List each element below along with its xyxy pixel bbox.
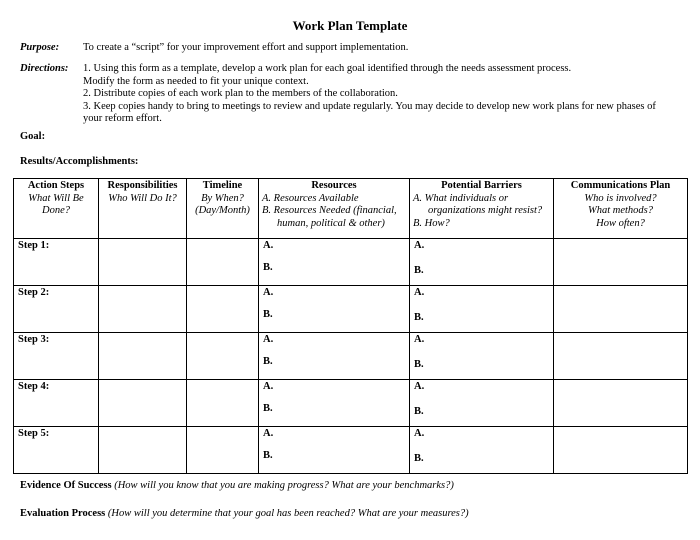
barriers-cell[interactable] [410, 427, 554, 474]
goal-label: Goal: [20, 131, 46, 142]
header-list [413, 193, 550, 231]
communications-cell[interactable] [554, 380, 688, 427]
barriers-cell[interactable] [410, 286, 554, 333]
communications-cell[interactable] [554, 333, 688, 380]
b-label: B. [414, 311, 424, 323]
responsibilities-cell[interactable] [99, 333, 187, 380]
resources-cell[interactable] [259, 239, 410, 286]
b-label: B. [414, 405, 424, 417]
header-subtitle: How often? [596, 217, 645, 229]
responsibilities-cell[interactable] [99, 427, 187, 474]
a-label: A. [263, 240, 274, 251]
communications-cell[interactable] [554, 427, 688, 474]
a-label: A. [414, 287, 425, 298]
header-list [262, 193, 406, 231]
responsibilities-cell[interactable] [99, 239, 187, 286]
table-row [14, 239, 688, 286]
header-title: Potential Barriers [441, 180, 522, 191]
communications-cell[interactable] [554, 286, 688, 333]
a-label: A. [414, 381, 425, 392]
header-potential-barriers [410, 179, 554, 239]
table-row [14, 427, 688, 474]
purpose-text: To create a “script” for your improvement effort and support implementation. [83, 42, 409, 53]
b-label: B. [414, 264, 424, 276]
timeline-cell[interactable] [187, 239, 259, 286]
direction-line: your reform effort. [83, 113, 162, 124]
resources-cell[interactable] [259, 427, 410, 474]
header-subtitle: What methods? [587, 205, 654, 216]
responsibilities-cell[interactable] [99, 380, 187, 427]
table-row [14, 333, 688, 380]
evidence-of-success [20, 480, 454, 491]
resources-cell[interactable] [259, 333, 410, 380]
b-label: B. [263, 449, 273, 461]
step-label: Step 4: [14, 380, 99, 427]
step-label: Step 3: [14, 333, 99, 380]
direction-line: 2. Distribute copies of each work plan to the members of the collaboration. [83, 88, 398, 99]
header-subtitle: By When? [201, 192, 244, 204]
timeline-cell[interactable] [187, 380, 259, 427]
header-title: Resources [311, 180, 357, 191]
direction-line: 3. Keep copies handy to bring to meetings to review and update regularly. You may decide to develop new work plans for new phases of [83, 100, 656, 112]
purpose-label: Purpose: [20, 42, 60, 53]
b-label: B. [263, 261, 273, 273]
header-list-item: B. Resources Needed (financial, human, political & other) [262, 205, 397, 229]
evaluation-label: Evaluation Process [20, 508, 106, 519]
header-title: Timeline [202, 180, 243, 191]
resources-cell[interactable] [259, 380, 410, 427]
barriers-cell[interactable] [410, 333, 554, 380]
header-subtitle: (Day/Month) [195, 205, 250, 216]
timeline-cell[interactable] [187, 333, 259, 380]
timeline-cell[interactable] [187, 286, 259, 333]
header-list-item: B. How? [413, 217, 450, 229]
evaluation-process [20, 508, 469, 519]
b-label: B. [263, 308, 273, 320]
header-title: Responsibilities [107, 180, 178, 191]
resources-cell[interactable] [259, 286, 410, 333]
a-label: A. [263, 381, 274, 392]
directions-label: Directions: [20, 63, 69, 74]
barriers-cell[interactable] [410, 380, 554, 427]
header-subtitle: Who is involved? [584, 192, 657, 204]
a-label: A. [263, 287, 274, 298]
table-row [14, 286, 688, 333]
page-title: Work Plan Template [292, 18, 408, 33]
a-label: A. [414, 240, 425, 251]
a-label: A. [414, 428, 425, 439]
barriers-cell[interactable] [410, 239, 554, 286]
evaluation-hint: (How will you determine that your goal has been reached? What are your measures?) [107, 508, 469, 519]
b-label: B. [263, 402, 273, 414]
header-title: Communications Plan [570, 180, 671, 191]
direction-line: 1. Using this form as a template, develop a work plan for each goal identified through the needs assessment process. [83, 63, 572, 74]
header-responsibilities [99, 179, 187, 239]
header-subtitle: What Will Be [28, 192, 84, 204]
b-label: B. [414, 358, 424, 370]
step-label: Step 5: [14, 427, 99, 474]
results-label: Results/Accomplishments: [20, 156, 139, 167]
step-label: Step 1: [14, 239, 99, 286]
header-list-item: A. What individuals or organizations might resist? [413, 192, 543, 216]
header-title: Action Steps [27, 180, 85, 191]
b-label: B. [263, 355, 273, 367]
a-label: A. [263, 334, 274, 345]
b-label: B. [414, 452, 424, 464]
responsibilities-cell[interactable] [99, 286, 187, 333]
a-label: A. [414, 334, 425, 345]
header-subtitle: Who Will Do It? [108, 192, 177, 204]
header-timeline [187, 179, 259, 239]
table-row [14, 380, 688, 427]
a-label: A. [263, 428, 274, 439]
directions-text [83, 63, 683, 126]
header-list-item: A. Resources Available [262, 192, 359, 204]
table-header-row [14, 179, 688, 239]
evidence-label: Evidence Of Success [20, 480, 112, 491]
header-communications-plan [554, 179, 688, 239]
timeline-cell[interactable] [187, 427, 259, 474]
direction-line: Modify the form as needed to fit your unique context. [83, 75, 309, 87]
evidence-hint: (How will you know that you are making progress? What are your benchmarks?) [114, 480, 454, 491]
header-action-steps [14, 179, 99, 239]
communications-cell[interactable] [554, 239, 688, 286]
step-label: Step 2: [14, 286, 99, 333]
header-subtitle: Done? [42, 205, 70, 216]
header-resources [259, 179, 410, 239]
work-plan-table [13, 178, 688, 474]
